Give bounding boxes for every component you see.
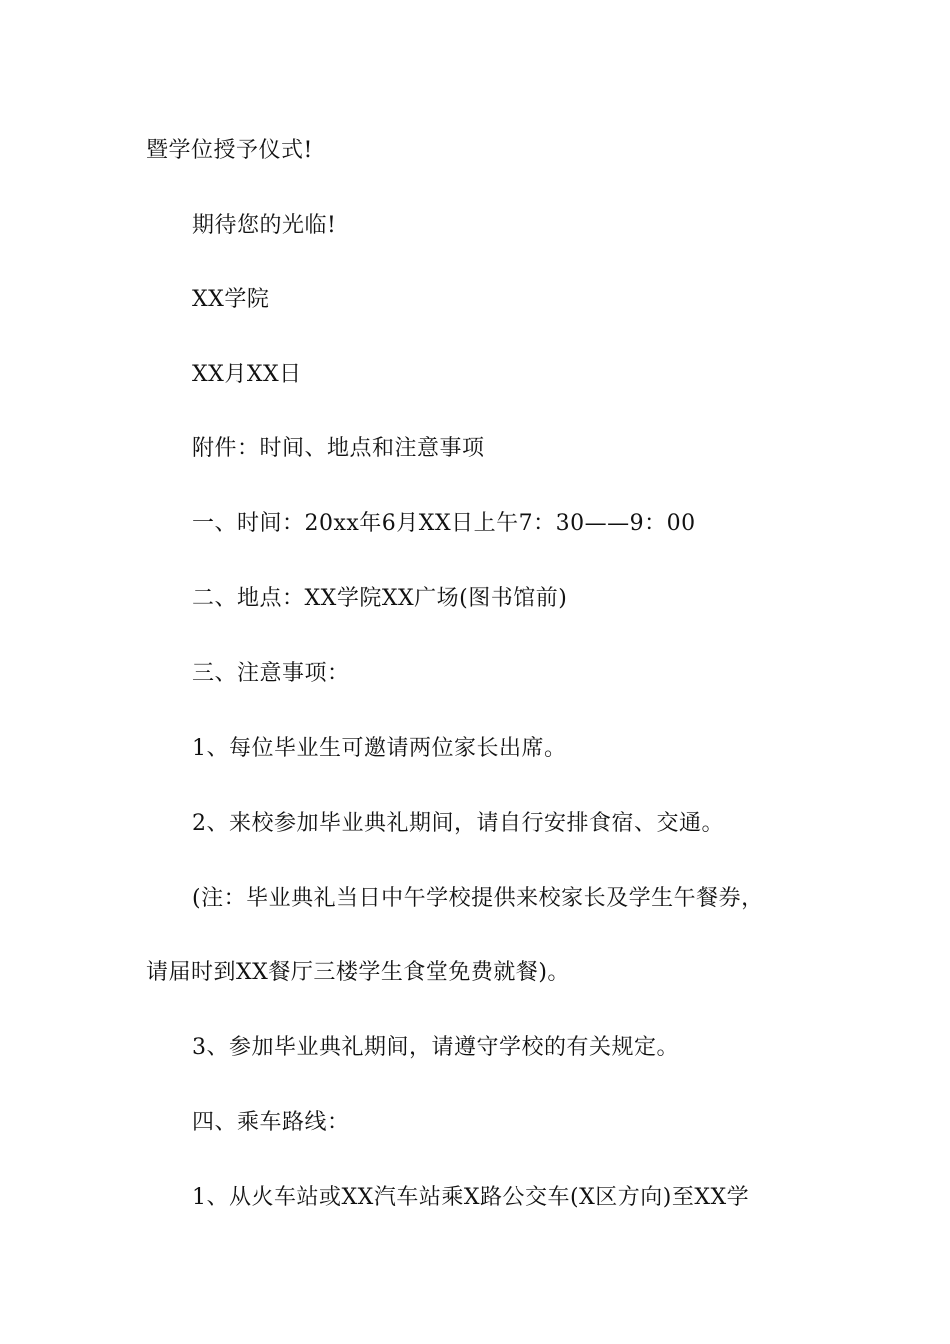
text-line-sender: XX学院 xyxy=(192,287,270,312)
text-line-attachment-title: 附件：时间、地点和注意事项 xyxy=(192,436,485,461)
text-line-note-3: 3、参加毕业典礼期间，请遵守学校的有关规定。 xyxy=(192,1035,679,1060)
text-line-route-1: 1、从火车站或XX汽车站乘X路公交车(X区方向)至XX学 xyxy=(192,1185,750,1210)
text-line-note-remark: (注：毕业典礼当日中午学校提供来校家长及学生午餐券， xyxy=(192,886,764,911)
text-line-date: XX月XX日 xyxy=(192,362,302,387)
text-line-note-remark-cont: 请届时到XX餐厅三楼学生食堂免费就餐)。 xyxy=(146,960,570,985)
text-line-location: 二、地点：XX学院XX广场(图书馆前) xyxy=(192,586,568,611)
text-line-note-1: 1、每位毕业生可邀请两位家长出席。 xyxy=(192,736,567,761)
text-line-notes-heading: 三、注意事项： xyxy=(192,661,350,686)
text-line-note-2: 2、来校参加毕业典礼期间，请自行安排食宿、交通。 xyxy=(192,811,724,836)
text-line-time: 一、时间：20xx年6月XX日上午7：30——9：00 xyxy=(192,511,696,536)
text-line-continuation: 暨学位授予仪式! xyxy=(146,138,313,163)
text-line-route-heading: 四、乘车路线： xyxy=(192,1110,350,1135)
text-line-closing: 期待您的光临! xyxy=(192,213,337,238)
